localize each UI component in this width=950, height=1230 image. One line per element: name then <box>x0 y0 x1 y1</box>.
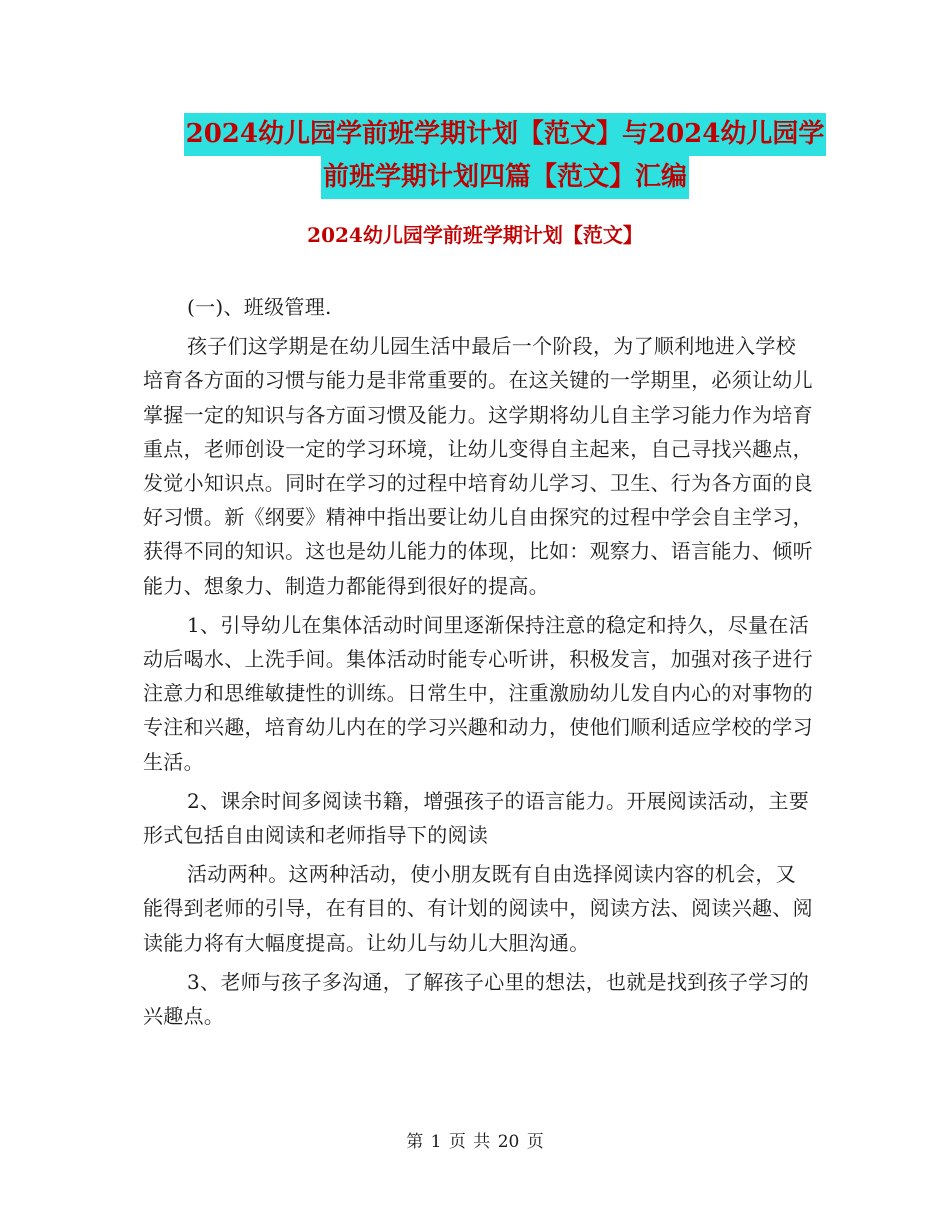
title-line-2: 前班学期计划四篇【范文】汇编 <box>321 156 689 199</box>
section-heading: (一)、班级管理. <box>187 295 332 319</box>
document-title <box>140 113 870 199</box>
document-body <box>143 290 813 1033</box>
title-line-1: 2024幼儿园学前班学期计划【范文】与2024幼儿园学 <box>184 113 827 156</box>
paragraph: 1、引导幼儿在集体活动时间里逐渐保持注意的稳定和持久，尽量在活动后喝水、上洗手间。集体活动时能专心听讲，积极发言，加强对孩子进行注意力和思维敏捷性的训练。日常生中，注重激励幼儿发自内心的对事物的专注和兴趣，培育幼儿内在的学习兴趣和动力，使他们顺利适应学校的学习生活。 <box>143 612 813 774</box>
paragraph: 2、课余时间多阅读书籍，增强孩子的语言能力。开展阅读活动，主要形式包括自由阅读和老师指导下的阅读 <box>143 788 810 848</box>
paragraph: 活动两种。这两种活动，使小朋友既有自由选择阅读内容的机会，又能得到老师的引导，在有目的、有计划的阅读中，阅读方法、阅读兴趣、阅读能力将有大幅度提高。让幼儿与幼儿大胆沟通。 <box>143 862 813 955</box>
paragraph: 孩子们这学期是在幼儿园生活中最后一个阶段，为了顺利地进入学校培育各方面的习惯与能力是非常重要的。在这关键的一学期里，必须让幼儿掌握一定的知识与各方面习惯及能力。这学期将幼儿自主学习能力作为培育重点，老师创设一定的学习环境，让幼儿变得自主起来，自己寻找兴趣点，发觉小知识点。同时在学习的过程中培育幼儿学习、卫生、行为各方面的良好习惯。新《纲要》精神中指出要让幼儿自由探究的过程中学会自主学习，获得不同的知识。这也是幼儿能力的体现，比如：观察力、语言能力、倾听能力、想象力、制造力都能得到很好的提高。 <box>143 334 813 598</box>
section-title: 2024幼儿园学前班学期计划【范文】 <box>307 223 643 247</box>
page-footer: 第 1 页 共 20 页 <box>406 1132 544 1152</box>
paragraph: 3、老师与孩子多沟通，了解孩子心里的想法，也就是找到孩子学习的兴趣点。 <box>143 969 810 1029</box>
